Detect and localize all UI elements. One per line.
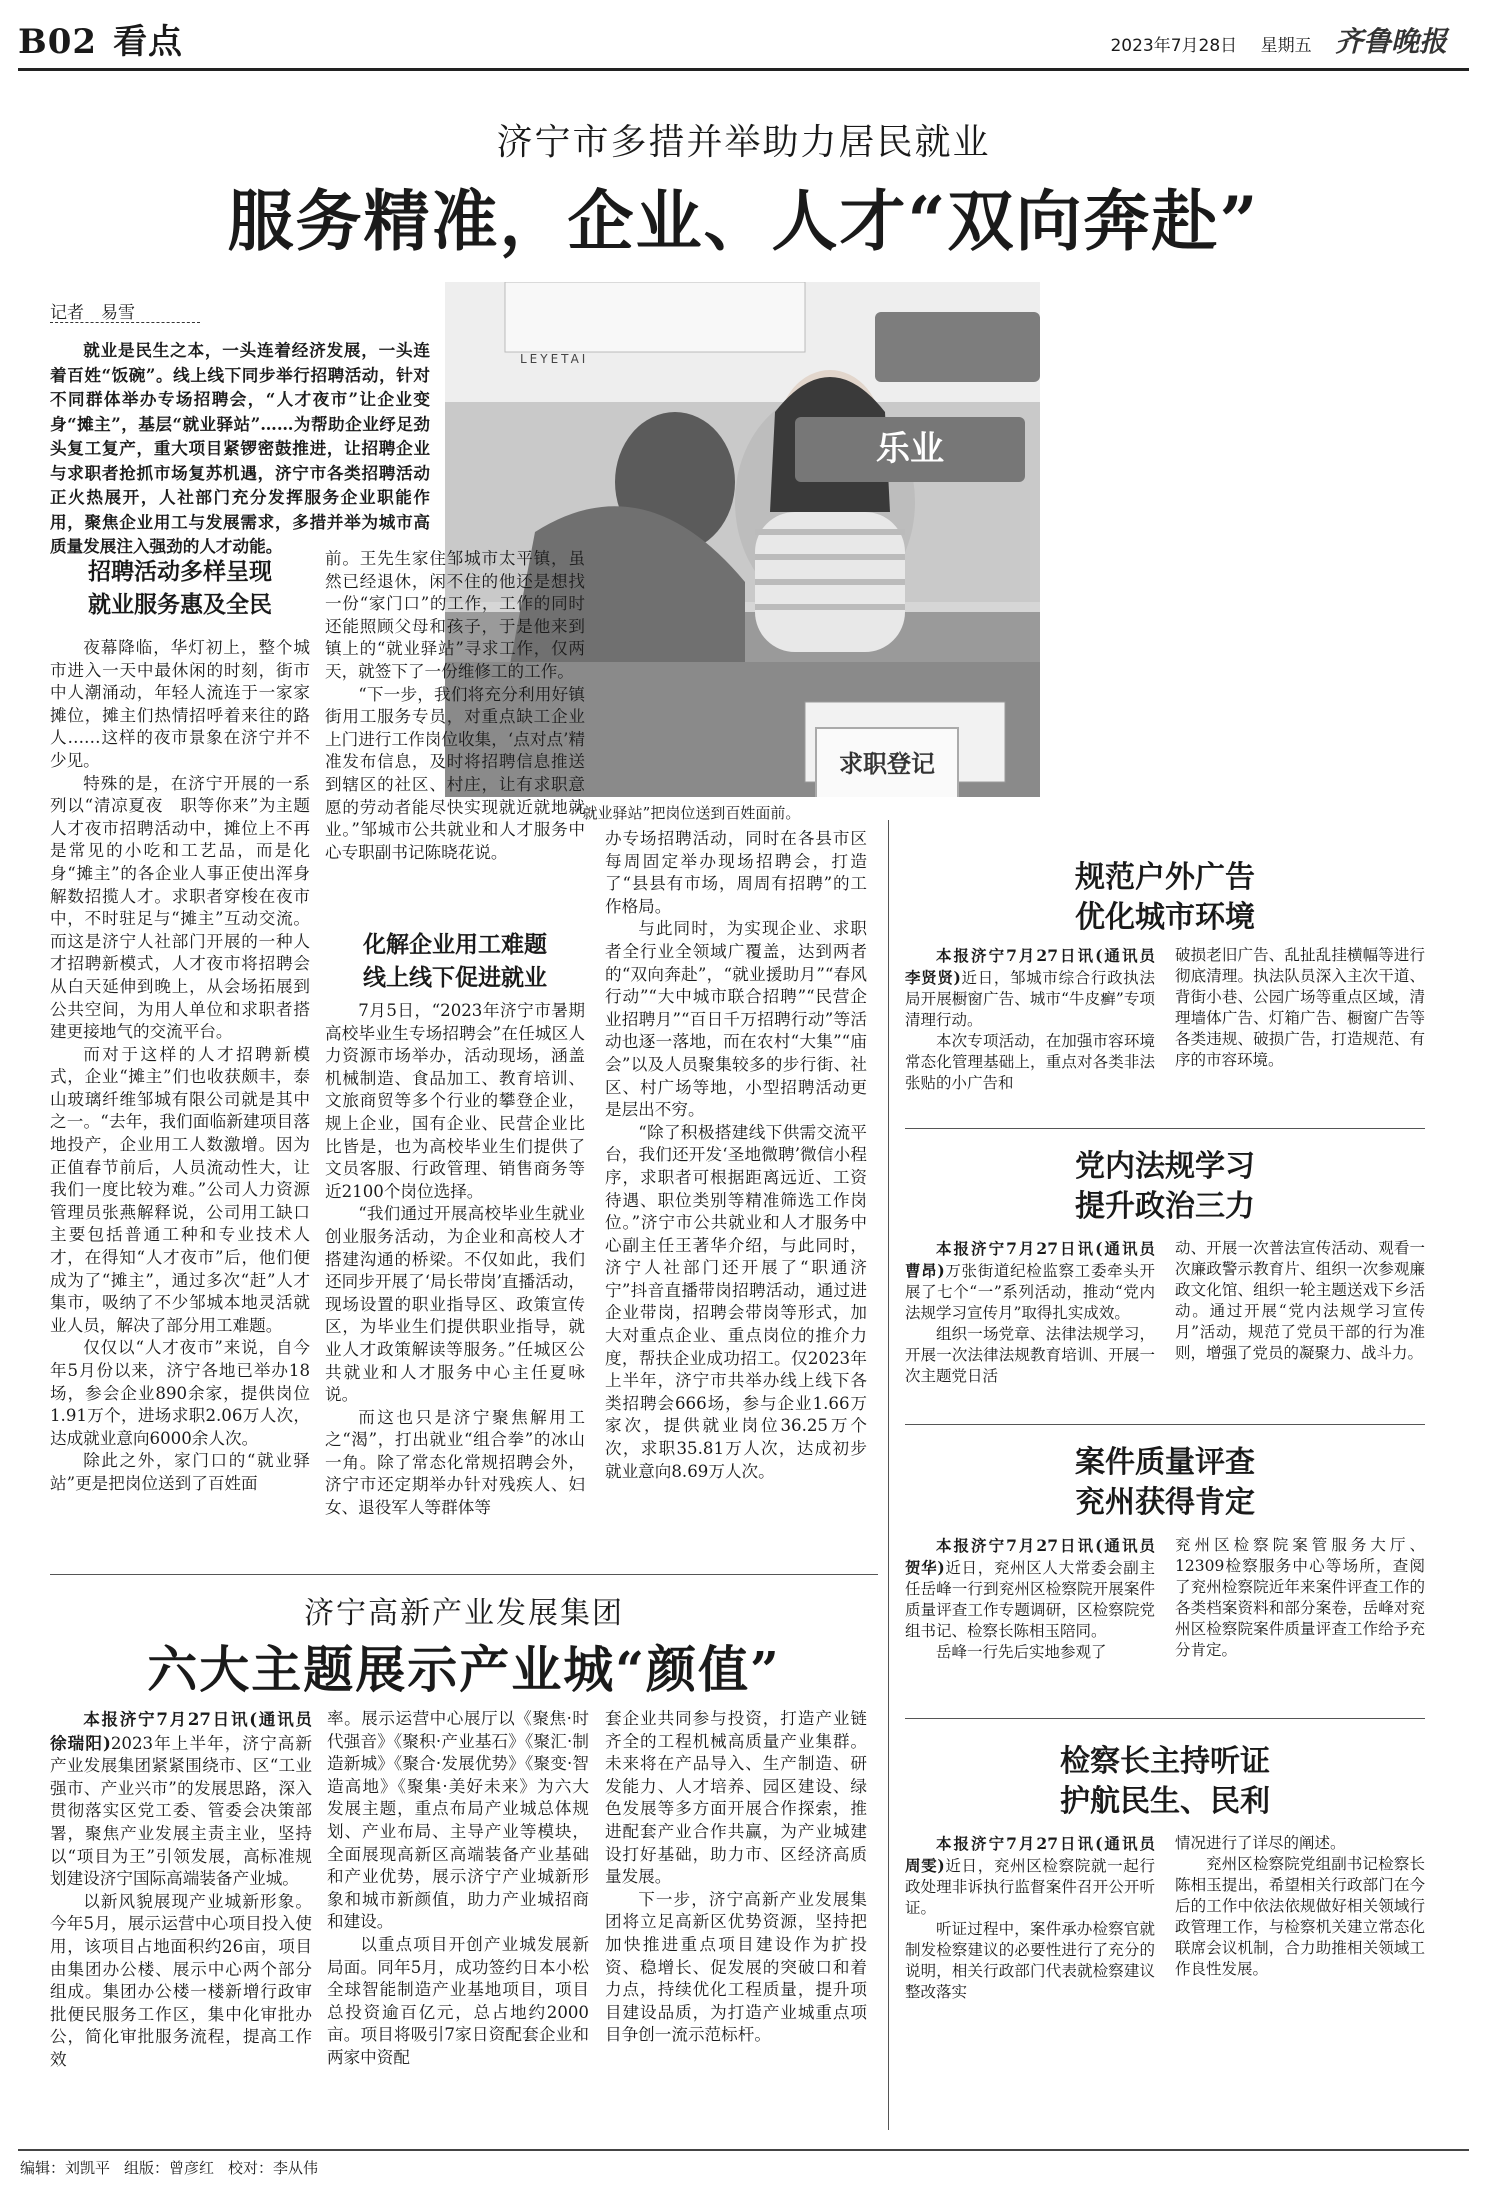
footer-editor: 编辑：刘凯平 bbox=[20, 2159, 111, 2177]
lead-column-1: 夜幕降临，华灯初上，整个城市进入一天中最休闲的时刻，街市中人潮涌动，年轻人流连于一家家摊位，摊主们热情招呼着来往的路人……这样的夜市景象在济宁并不少见。 特殊的是，在济宁开展的一系列以“清凉夏夜 职等你来”为主题人才夜市招聘活动中，摊位上不再是常见的小吃和工艺品，而是化身“摊主”的各企业人事正使出浑身解数招揽人才。求职者穿梭在夜市中，不时驻足与“摊主”互动交流。而这是济宁人社部门开展的一种人才招聘新模式，人才夜市将招聘会从白天延伸到晚上，从会场拓展到公共空间，为用人单位和求职者搭建更接地气的交流平台。 而对于这样的人才招聘新模式，企业“摊主”们也收获颇丰，泰山玻璃纤维邹城有限公司就是其中之一。“去年，我们面临新建项目落地投产，企业用工人数激增。因为正值春节前后，人员流动性大，让我们一度比较为难。”公司人力资源管理员张燕解释说，公司用工缺口主要包括普通工种和专业技术人才，在得知“人才夜市”后，他们便成为了“摊主”，通过多次“赶”人才集市，吸纳了不少邹城本地灵活就业人员，解决了部分用工难题。 仅仅以“人才夜市”来说，自今年5月份以来，济宁各地已举办18场，参会企业890余家，提供岗位1.91万个，进场求职2.06万人次，达成就业意向6000余人次。 除此之外，家门口的“就业驿站”更是把岗位送到了百姓面 bbox=[50, 638, 310, 1493]
footer-layout: 组版：曾彦红 bbox=[124, 2159, 215, 2177]
brief2-headline: 党内法规学习 提升政治三力 bbox=[1075, 1149, 1255, 1224]
brief-divider-2 bbox=[905, 1424, 1425, 1425]
photo-banner: 乐业 bbox=[795, 417, 1025, 482]
lead-paragraph: 就业是民生之本，一头连着经济发展，一头连着百姓“饭碗”。线上线下同步举行招聘活动，针对不同群体举办专场招聘会，“人才夜市”让企业变身“摊主”，基层“就业驿站”……为帮助企业纾足劲头复工复产，重大项目紧锣密鼓推进，让招聘企业与求职者抢抓市场复苏机遇，济宁市各类招聘活动正火热展开，人社部门充分发挥服务企业职能作用，聚焦企业用工与发展需求，多措并举为城市高质量发展注入强劲的人才动能。 bbox=[50, 340, 430, 556]
page-code: B02 bbox=[18, 22, 98, 62]
brief4-right: 情况进行了详尽的阐述。 兖州区检察院党组副书记检察长陈相玉提出，希望相关行政部门在今后的工作中依法依规做好相关领域行政管理工作，与检察机关建立常态化联席会议机制，合力助推相关领域工作良性发展。 bbox=[1175, 1834, 1425, 1978]
story2-column-2: 率。展示运营中心展厅以《聚焦·时代强音》《聚积·产业基石》《聚汇·制造新城》《聚合·发展优势》《聚变·智造高地》《聚集·美好未来》为六大发展主题，重点布局产业城总体规划、产业布局、主导产业等模块，全面展现高新区高端装备产业基础和产业优势，展示济宁产业城新形象和城市新颜值，助力产业城招商和建设。 以重点项目开创产业城发展新局面。同年5月，成功签约日本小松全球智能制造产业基地项目，项目总投资逾百亿元，总占地约2000亩。项目将吸引7家日资配套企业和两家中资配 bbox=[327, 1709, 589, 2067]
lead-subhead-2: 化解企业用工难题 线上线下促进就业 bbox=[363, 931, 547, 991]
brief3-right: 兖州区检察院案管服务大厅、12309检察服务中心等场所，查阅了兖州检察院近年来案件评查工作的各类档案资料和部分案卷，岳峰对兖州区检察院案件质量评查工作给予充分肯定。 bbox=[1175, 1536, 1425, 1659]
issue-date: 2023年7月28日 bbox=[1110, 36, 1238, 56]
story2-headline: 六大主题展示产业城“颜值” bbox=[147, 1640, 781, 1699]
lead-byline: 记者 易雪 bbox=[50, 303, 135, 323]
lead-column-2b: 7月5日，“2023年济宁市暑期高校毕业生专场招聘会”在任城区人力资源市场举办，活动现场，涵盖机械制造、食品加工、教育培训、文旅商贸等多个行业的攀登企业，规上企业，国有企业、民营企业比比皆是，也为高校毕业生们提供了文员客服、行政管理、销售商务等近2100个岗位选择。 “我们通过开展高校毕业生就业创业服务活动，为企业和高校人才搭建沟通的桥梁。不仅如此，我们还同步开展了‘局长带岗’直播活动，现场设置的职业指导区、政策宣传区，为毕业生们提供职业指导，就业人才政策解读等服务。”任城区公共就业和人才服务中心主任夏咏说。 而这也只是济宁聚焦解用工之“渴”，打出就业“组合拳”的冰山一角。除了常态化常规招聘会外，济宁市还定期举办针对残疾人、妇女、退役军人等群体等 bbox=[325, 1001, 585, 1518]
brief1-headline: 规范户外广告 优化城市环境 bbox=[1075, 860, 1255, 935]
brief3-headline: 案件质量评查 兖州获得肯定 bbox=[1075, 1445, 1255, 1520]
paper-logo: 齐鲁晚报 bbox=[1334, 25, 1447, 58]
brief-divider-3 bbox=[905, 1718, 1425, 1719]
story-divider bbox=[50, 1574, 878, 1575]
brief1-right: 破损老旧广告、乱扯乱挂横幅等进行彻底清理。执法队员深入主次干道、背街小巷、公园广场等重点区域，清理墙体广告、灯箱广告、橱窗广告等各类违规、破损广告，打造规范、有序的市容环境。 bbox=[1175, 946, 1425, 1069]
page-section-header bbox=[18, 14, 199, 63]
story2-column-3: 套企业共同参与投资，打造产业链齐全的工程机械高质量产业集群。未来将在产品导入、生产制造、研发能力、人才培养、园区建设、绿色发展等多方面开展合作探索，推进配套产业合作共赢，为产业城建设打好基础，助力市、区经济高质量发展。 下一步，济宁高新产业发展集团将立足高新区优势资源，坚持把加快推进重点项目建设作为扩投资、稳增长、促发展的突破口和着力点，持续优化工程质量，提升项目建设品质，为打造产业城重点项目争创一流示范标杆。 bbox=[605, 1709, 867, 2045]
lead-kicker: 济宁市多措并举助力居民就业 bbox=[496, 122, 991, 163]
footer-proof: 校对：李从伟 bbox=[228, 2159, 319, 2177]
lead-column-2a: 前。王先生家住邹城市太平镇，虽然已经退休，闲不住的他还是想找一份“家门口”的工作，工作的同时还能照顾父母和孩子，于是他来到镇上的“就业驿站”寻求工作，仅两天，就签下了一份维修工的工作。 “下一步，我们将充分利用好镇街用工服务专员，对重点缺工企业上门进行工作岗位收集，‘点对点’精准发布信息，及时将招聘信息推送到辖区的社区、村庄，让有求职意愿的劳动者能尽快实现就近就地就业。”邹城市公共就业和人才服务中心专职副书记陈晓花说。 bbox=[325, 549, 585, 862]
story2-column-1: 本报济宁7月27日讯(通讯员 徐瑞阳)2023年上半年，济宁高新产业发展集团紧紧围绕市、区“工业强市、产业兴市”的发展思路，深入贯彻落实区党工委、管委会决策部署，聚焦产业发展主责主业，坚持以“项目为王”引领发展，高标准规划建设济宁国际高端装备产业城。 以新风貌展现产业城新形象。今年5月，展示运营中心项目投入使用，该项目占地面积约26亩，项目由集团办公楼、展示中心两个部分组成。集团办公楼一楼新增行政审批便民服务工作区，集中化审批办公，简化审批服务流程，提高工作效 bbox=[50, 1709, 329, 2069]
column-divider bbox=[888, 820, 889, 2130]
header-divider bbox=[18, 68, 1469, 71]
story2-kicker: 济宁高新产业发展集团 bbox=[304, 1596, 624, 1631]
lead-column-3: 办专场招聘活动，同时在各县市区每周固定举办现场招聘会，打造了“县县有市场，周周有招聘”的工作格局。 与此同时，为实现企业、求职者全行业全领域广覆盖，达到两者的“双向奔赴”，“就业援助月”“春风行动”“大中城市联合招聘”“民营企业招聘月”“百日千万招聘行动”等活动也逐一落地，而在农村“大集”“庙会”以及人员聚集较多的步行街、社区、村广场等地，小型招聘活动更是层出不穷。 “除了积极搭建线下供需交流平台，我们还开发‘圣地微聘’微信小程序，求职者可根据距离远近、工资待遇、职位类别等精准筛选工作岗位。”济宁市公共就业和人才服务中心副主任王著华介绍，与此同时，济宁人社部门还开展了“职通济宁”抖音直播带岗招聘活动，通过进企业带岗，招聘会带岗等形式，加大对重点企业、重点岗位的推介力度，帮扶企业成功招工。仅2023年上半年，济宁市共举办线上线下各类招聘会666场，参与企业1.66万家次，提供就业岗位36.25万个次，求职35.81万人次，达成初步就业意向8.69万人次。 bbox=[605, 829, 867, 1481]
issue-weekday: 星期五 bbox=[1260, 36, 1312, 56]
footer-credits bbox=[20, 2157, 332, 2178]
lead-headline: 服务精准，企业、人才“双向奔赴” bbox=[227, 182, 1260, 260]
lead-subhead-1: 招聘活动多样呈现 就业服务惠及全民 bbox=[88, 558, 272, 618]
photo-banner-small: LEYETAI bbox=[520, 352, 589, 366]
brief-divider-1 bbox=[905, 1128, 1425, 1129]
section-name: 看点 bbox=[113, 22, 184, 62]
photo-sign: 求职登记 bbox=[815, 727, 959, 797]
brief1-left: 本报济宁7月27日讯(通讯员 李贤贤)近日，邹城市综合行政执法局开展橱窗广告、城市“牛皮癣”专项清理行动。 本次专项活动，在加强市容环境常态化管理基础上，重点对各类非法张贴的小广告和 bbox=[905, 946, 1171, 1092]
brief4-left: 本报济宁7月27日讯(通讯员 周雯)近日，兖州区检察院就一起行政处理非诉执行监督案件召开公开听证。 听证过程中，案件承办检察官就制发检察建议的必要性进行了充分的说明，相关行政部门代表就检察建议整改落实 bbox=[905, 1834, 1171, 2001]
brief2-right: 动、开展一次普法宣传活动、观看一次廉政警示教育片、组织一次参观廉政文化馆、组织一轮主题送戏下乡活动。通过开展“党内法规学习宣传月”活动，规范了党员干部的行为准则，增强了党员的凝聚力、战斗力。 bbox=[1175, 1239, 1425, 1362]
brief3-left: 本报济宁7月27日讯(通讯员 贺华)近日，兖州区人大常委会副主任岳峰一行到兖州区检察院开展案件质量评查工作专题调研，区检察院党组书记、检察长陈相玉陪同。 岳峰一行先后实地参观了 bbox=[905, 1536, 1171, 1661]
brief2-left: 本报济宁7月27日讯(通讯员 曹昂)万张街道纪检监察工委牵头开展了七个“一”系列活动，推动“党内法规学习宣传月”取得扎实成效。 组织一场党章、法律法规学习，开展一次法律法规教育培训、开展一次主题党日活 bbox=[905, 1239, 1171, 1385]
byline-rule bbox=[50, 322, 200, 323]
footer-divider bbox=[18, 2149, 1469, 2151]
masthead-info bbox=[1092, 20, 1447, 60]
brief4-headline: 检察长主持听证 护航民生、民利 bbox=[1060, 1744, 1270, 1819]
photo-caption: “就业驿站”把岗位送到百姓面前。 bbox=[575, 804, 801, 822]
